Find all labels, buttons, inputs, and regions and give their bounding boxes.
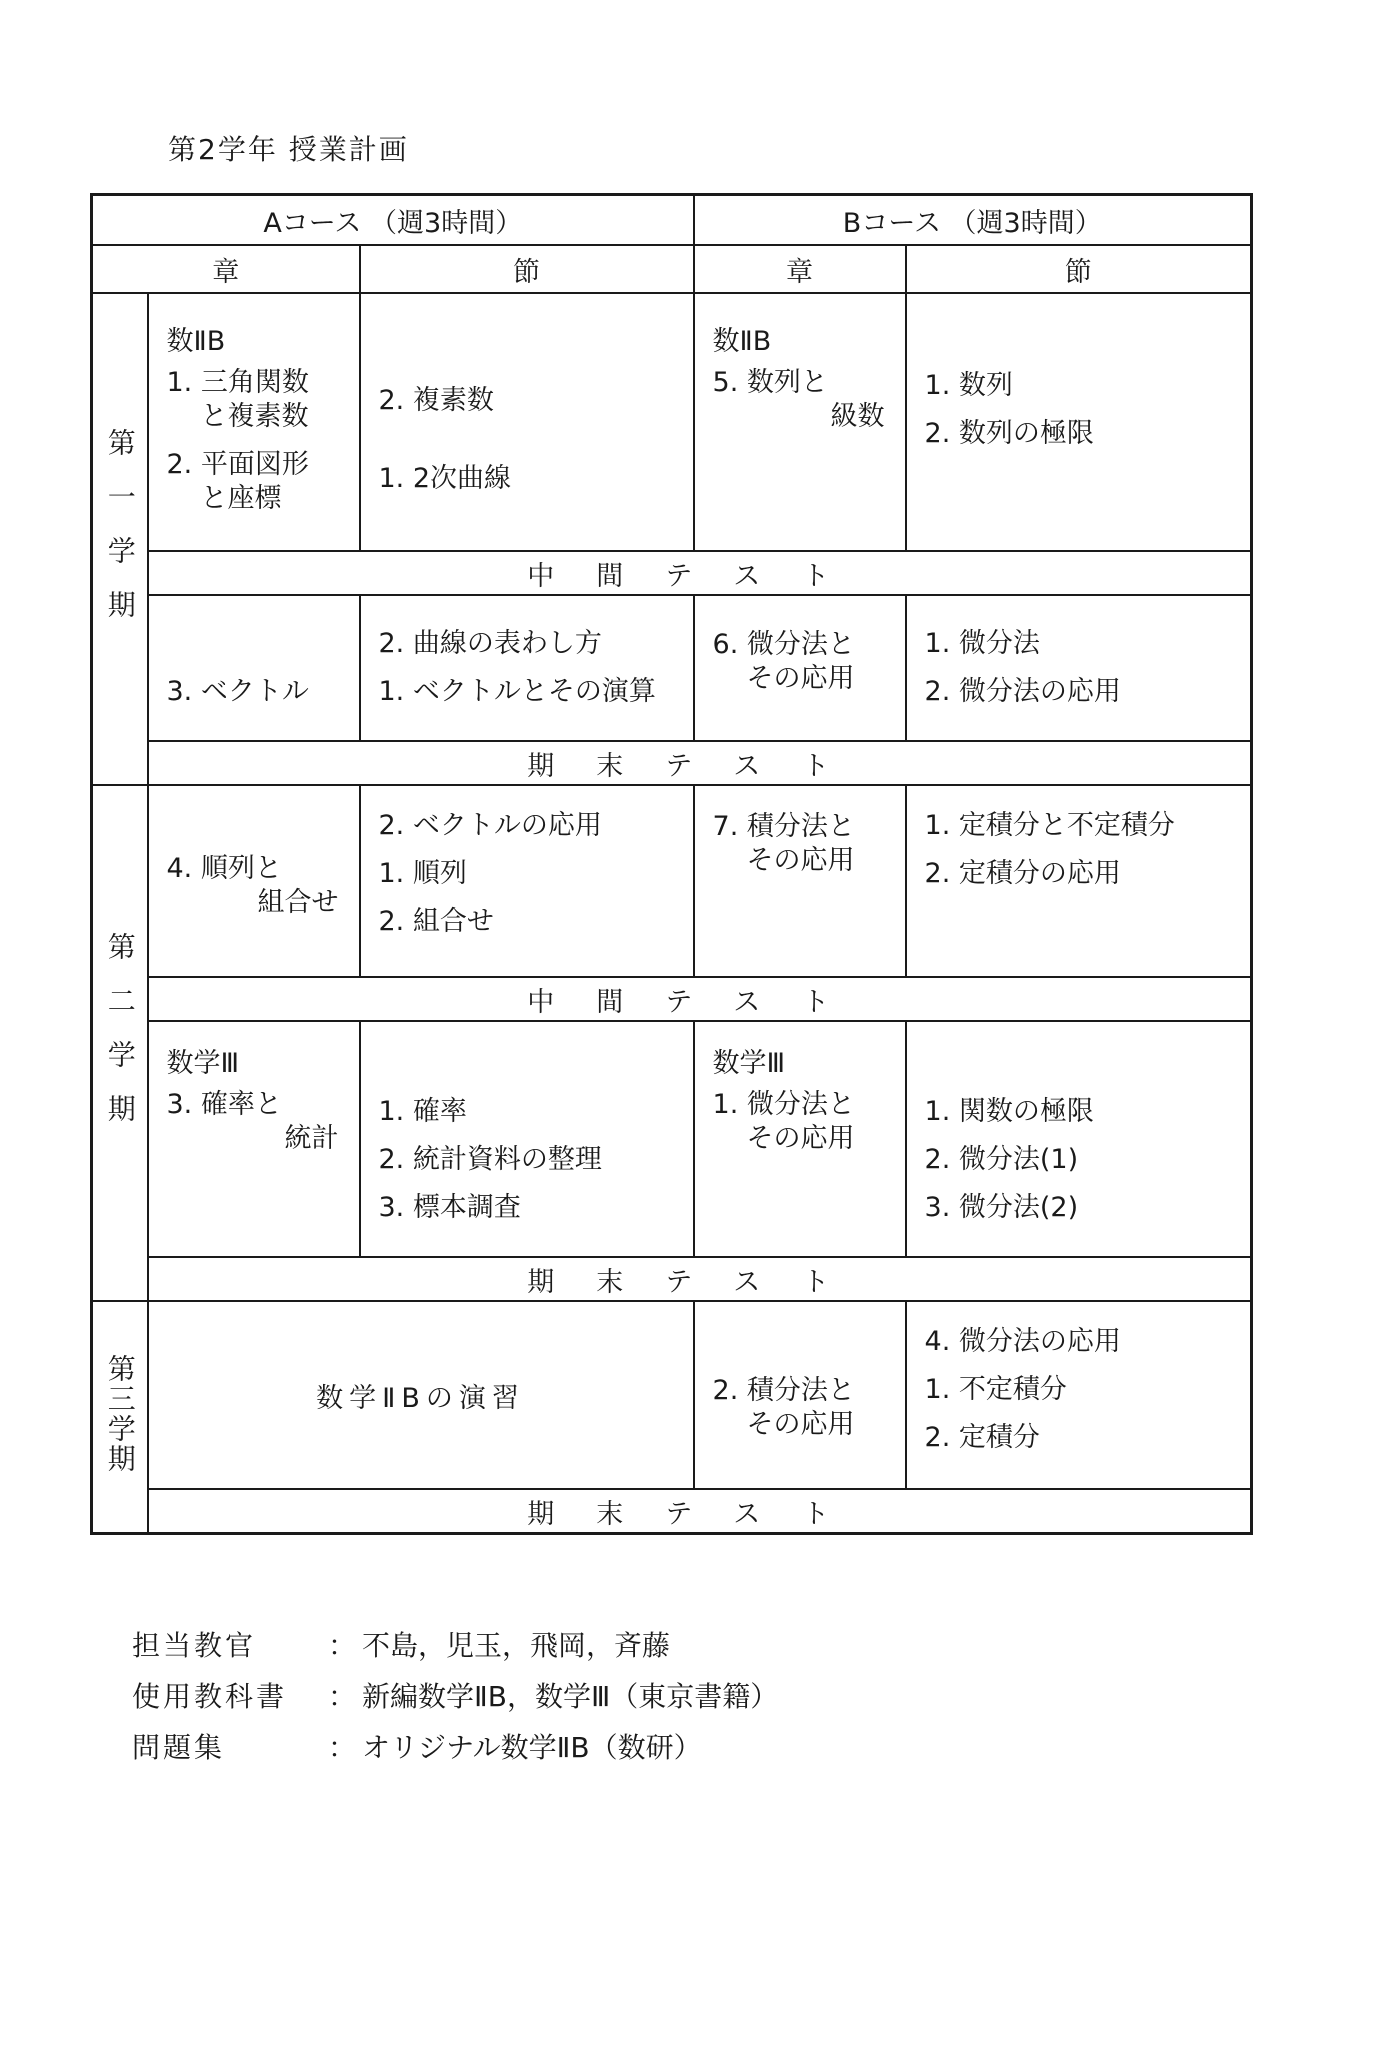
line: 1. 不定積分 bbox=[924, 1374, 1067, 1405]
course-a-header: Aコース （週3時間） bbox=[92, 195, 694, 246]
t2b-a-section bbox=[360, 1021, 694, 1257]
line: 数ⅡB bbox=[166, 326, 226, 357]
t1a-b-section bbox=[906, 293, 1252, 551]
line: その応用 bbox=[746, 1123, 855, 1154]
term-1-label bbox=[92, 293, 148, 785]
line: 組合せ bbox=[257, 887, 339, 918]
term-1-text: 第一学期 bbox=[103, 427, 137, 644]
t1b-a-section bbox=[360, 595, 694, 741]
workbook-label: 問題集 bbox=[132, 1731, 226, 1764]
line: 2. 統計資料の整理 bbox=[378, 1144, 602, 1175]
term-2-label bbox=[92, 785, 148, 1301]
t3-b-section bbox=[906, 1301, 1252, 1489]
line: 1. 微分法 bbox=[924, 628, 1040, 659]
line: 6. 微分法と bbox=[712, 629, 855, 660]
textbook-row bbox=[132, 1671, 778, 1722]
t2a-a-section bbox=[360, 785, 694, 977]
t1b-b-chapter bbox=[694, 595, 906, 741]
colon: ： bbox=[327, 1680, 356, 1713]
line: 5. 数列と bbox=[712, 367, 828, 398]
a-section-header: 節 bbox=[360, 245, 694, 293]
line: 1. 数列 bbox=[924, 370, 1013, 401]
line: 1. 順列 bbox=[378, 858, 467, 889]
line: 2. 数列の極限 bbox=[924, 418, 1094, 449]
t3-a-practice-text: 数学ⅡBの演習 bbox=[316, 1382, 525, 1414]
t1b-b-section bbox=[906, 595, 1252, 741]
term-2-text: 第二学期 bbox=[103, 931, 137, 1148]
t2a-b-section bbox=[906, 785, 1252, 977]
t1a-a-section bbox=[360, 293, 694, 551]
colon: ： bbox=[327, 1629, 356, 1662]
t2a-b-chapter bbox=[694, 785, 906, 977]
t3-a-practice bbox=[148, 1301, 694, 1489]
course-b-header: Bコース （週3時間） bbox=[694, 195, 1252, 246]
line: 2. 平面図形 bbox=[166, 449, 309, 480]
t2a-a-chapter bbox=[148, 785, 360, 977]
line: 級数 bbox=[830, 401, 885, 432]
line: 2. 曲線の表わし方 bbox=[378, 628, 602, 659]
b-chapter-header: 章 bbox=[694, 245, 906, 293]
colon: ： bbox=[327, 1731, 356, 1764]
term-3-text: 第三学期 bbox=[103, 1353, 137, 1474]
line: 1. 定積分と不定積分 bbox=[924, 810, 1175, 841]
workbook-value: オリジナル数学ⅡB（数研） bbox=[362, 1731, 702, 1764]
line: 1. 2次曲線 bbox=[378, 463, 512, 494]
line: 2. ベクトルの応用 bbox=[378, 810, 602, 841]
lesson-plan-table bbox=[90, 193, 1253, 1535]
line: 数ⅡB bbox=[712, 326, 772, 357]
t3-final-test: 期末テスト bbox=[148, 1489, 1252, 1534]
t2b-b-chapter bbox=[694, 1021, 906, 1257]
line: その応用 bbox=[746, 845, 855, 876]
t1-midterm-test: 中間テスト bbox=[148, 551, 1252, 595]
t3-b-chapter bbox=[694, 1301, 906, 1489]
b-section-header: 節 bbox=[906, 245, 1252, 293]
line: と座標 bbox=[200, 483, 282, 514]
teachers-label: 担当教官 bbox=[132, 1629, 257, 1662]
line: 2. 複素数 bbox=[378, 385, 494, 416]
line: 1. ベクトルとその演算 bbox=[378, 676, 656, 707]
line: 3. 標本調査 bbox=[378, 1192, 521, 1223]
line: と複素数 bbox=[200, 401, 309, 432]
footer-info bbox=[132, 1620, 778, 1773]
textbook-value: 新編数学ⅡB，数学Ⅲ（東京書籍） bbox=[362, 1680, 779, 1713]
page-title: 第2学年 授業計画 bbox=[168, 133, 409, 166]
line: 2. 微分法(1) bbox=[924, 1144, 1079, 1175]
line: 統計 bbox=[284, 1123, 339, 1154]
t2b-a-chapter bbox=[148, 1021, 360, 1257]
teachers-row bbox=[132, 1620, 778, 1671]
line: 1. 関数の極限 bbox=[924, 1096, 1094, 1127]
line: 2. 積分法と bbox=[712, 1375, 855, 1406]
line: 2. 組合せ bbox=[378, 906, 494, 937]
line: 1. 確率 bbox=[378, 1096, 467, 1127]
line: 2. 定積分 bbox=[924, 1422, 1040, 1453]
line: 1. 三角関数 bbox=[166, 367, 309, 398]
line: 7. 積分法と bbox=[712, 811, 855, 842]
line: その応用 bbox=[746, 1409, 855, 1440]
line: 3. ベクトル bbox=[166, 676, 309, 707]
term-3-label bbox=[92, 1301, 148, 1534]
line: 4. 微分法の応用 bbox=[924, 1326, 1121, 1357]
t2b-b-section bbox=[906, 1021, 1252, 1257]
t2-final-test: 期末テスト bbox=[148, 1257, 1252, 1301]
t1-final-test: 期末テスト bbox=[148, 741, 1252, 785]
workbook-row bbox=[132, 1722, 778, 1773]
line: 1. 微分法と bbox=[712, 1089, 855, 1120]
t2-midterm-test: 中間テスト bbox=[148, 977, 1252, 1021]
line: 2. 定積分の応用 bbox=[924, 858, 1121, 889]
line: その応用 bbox=[746, 663, 855, 694]
t1a-a-chapter bbox=[148, 293, 360, 551]
line: 4. 順列と bbox=[166, 853, 282, 884]
t1b-a-chapter bbox=[148, 595, 360, 741]
teachers-value: 不島，児玉，飛岡，斉藤 bbox=[362, 1629, 671, 1662]
line: 数学Ⅲ bbox=[712, 1048, 786, 1079]
line: 3. 微分法(2) bbox=[924, 1192, 1079, 1223]
line: 3. 確率と bbox=[166, 1089, 282, 1120]
t1a-b-chapter bbox=[694, 293, 906, 551]
line: 2. 微分法の応用 bbox=[924, 676, 1121, 707]
line: 数学Ⅲ bbox=[166, 1048, 240, 1079]
textbook-label: 使用教科書 bbox=[132, 1680, 288, 1713]
a-chapter-header: 章 bbox=[92, 245, 360, 293]
